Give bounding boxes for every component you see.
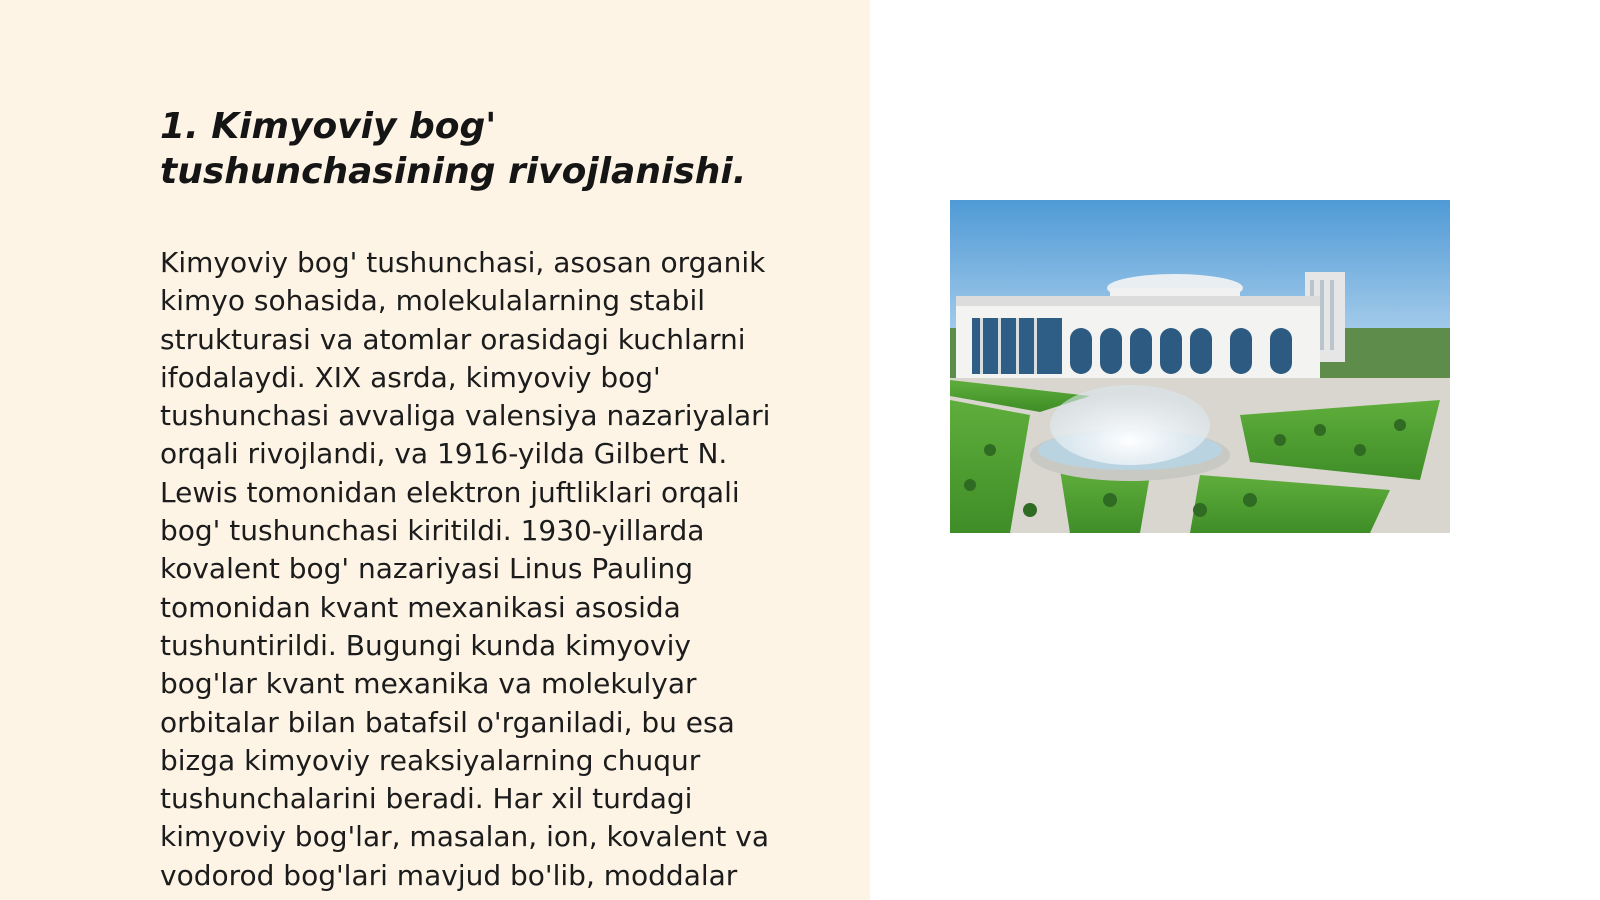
paragraph-line: tomonidan kvant mexanikasi asosida: [160, 590, 681, 624]
paragraph-line: kimyoviy bog'lar, masalan, ion, kovalent va: [160, 820, 769, 854]
paragraph-line: strukturasi va atomlar orasidagi kuchlarni: [160, 322, 746, 356]
paragraph-line: ifodalaydi. XIX asrda, kimyoviy bog': [160, 360, 661, 394]
paragraph-line: bizga kimyoviy reaksiyalarning chuqur: [160, 743, 701, 777]
paragraph-line: bog'lar kvant mexanika va molekulyar: [160, 667, 697, 701]
slide-paragraph: [160, 244, 820, 895]
building-photo: [950, 200, 1450, 533]
paragraph-line: tushunchasi avvaliga valensiya nazariyalari: [160, 399, 771, 433]
paragraph-line: tushunchalarini beradi. Har xil turdagi: [160, 782, 693, 816]
paragraph-line: orbitalar bilan batafsil o'rganiladi, bu esa: [160, 705, 735, 739]
paragraph-line: kovalent bog' nazariyasi Linus Pauling: [160, 552, 693, 586]
paragraph-line: Lewis tomonidan elektron juftliklari orqali: [160, 475, 740, 509]
paragraph-line: tushuntirildi. Bugungi kunda kimyoviy: [160, 628, 691, 662]
paragraph-line: Kimyoviy bog' tushunchasi, asosan organik: [160, 246, 766, 279]
paragraph-line: kimyo sohasida, molekulalarning stabil: [160, 284, 706, 318]
paragraph-line: orqali rivojlandi, va 1916-yilda Gilbert N.: [160, 437, 728, 471]
paragraph-line: bog' tushunchasi kiritildi. 1930-yillarda: [160, 514, 705, 548]
paragraph-line: vodorod bog'lari mavjud bo'lib, moddalar: [160, 858, 738, 892]
slide-title: 1. Kimyoviy bog' tushunchasining rivojlanishi.: [160, 106, 747, 192]
